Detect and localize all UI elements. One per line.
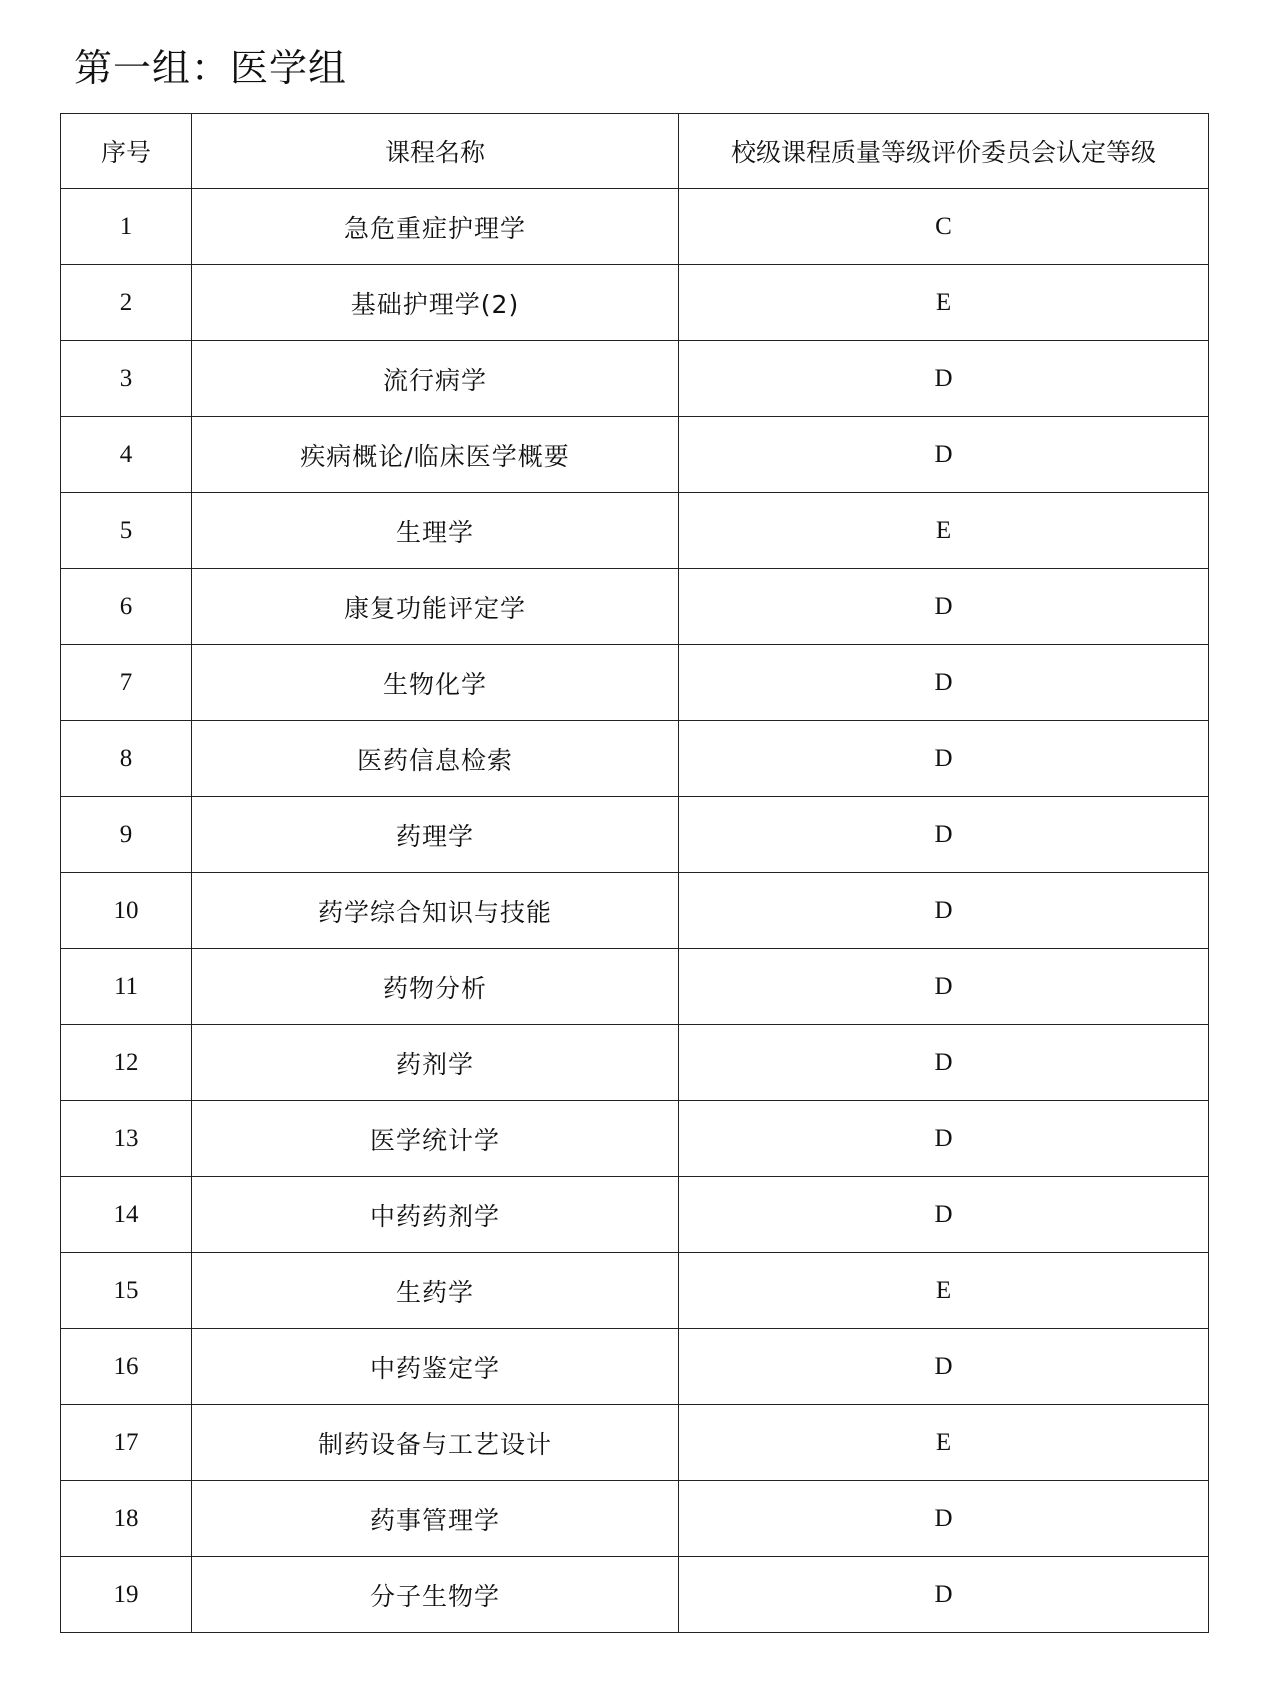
serial-number-cell: 14 xyxy=(61,1177,192,1253)
course-name-cell: 疾病概论/临床医学概要 xyxy=(192,417,679,493)
course-name-cell: 急危重症护理学 xyxy=(192,189,679,265)
course-name-cell: 药物分析 xyxy=(192,949,679,1025)
course-grade-table xyxy=(60,113,1209,1633)
serial-number-cell: 12 xyxy=(61,1025,192,1101)
serial-number-cell: 16 xyxy=(61,1329,192,1405)
course-name-cell: 分子生物学 xyxy=(192,1557,679,1633)
table-row xyxy=(61,493,1209,569)
serial-number-cell: 1 xyxy=(61,189,192,265)
table-row xyxy=(61,1101,1209,1177)
table-row xyxy=(61,1177,1209,1253)
course-name-cell: 医学统计学 xyxy=(192,1101,679,1177)
table-row xyxy=(61,797,1209,873)
table-row xyxy=(61,189,1209,265)
course-name-cell: 基础护理学(2) xyxy=(192,265,679,341)
serial-number-cell: 15 xyxy=(61,1253,192,1329)
grade-cell: D xyxy=(679,417,1209,493)
table-row xyxy=(61,721,1209,797)
course-name-cell: 药理学 xyxy=(192,797,679,873)
grade-cell: E xyxy=(679,265,1209,341)
table-row xyxy=(61,1025,1209,1101)
serial-number-cell: 13 xyxy=(61,1101,192,1177)
course-name-cell: 中药鉴定学 xyxy=(192,1329,679,1405)
serial-number-cell: 3 xyxy=(61,341,192,417)
grade-cell: D xyxy=(679,873,1209,949)
serial-number-cell: 2 xyxy=(61,265,192,341)
header-grade: 校级课程质量等级评价委员会认定等级 xyxy=(679,114,1209,189)
grade-cell: D xyxy=(679,797,1209,873)
course-name-cell: 制药设备与工艺设计 xyxy=(192,1405,679,1481)
table-header-row xyxy=(61,114,1209,189)
serial-number-cell: 6 xyxy=(61,569,192,645)
grade-cell: D xyxy=(679,1025,1209,1101)
serial-number-cell: 9 xyxy=(61,797,192,873)
grade-cell: D xyxy=(679,341,1209,417)
grade-cell: D xyxy=(679,1101,1209,1177)
serial-number-cell: 18 xyxy=(61,1481,192,1557)
serial-number-cell: 10 xyxy=(61,873,192,949)
table-row xyxy=(61,873,1209,949)
serial-number-cell: 7 xyxy=(61,645,192,721)
table-row xyxy=(61,1557,1209,1633)
grade-cell: D xyxy=(679,1481,1209,1557)
grade-cell: D xyxy=(679,1177,1209,1253)
course-name-cell: 中药药剂学 xyxy=(192,1177,679,1253)
serial-number-cell: 11 xyxy=(61,949,192,1025)
grade-cell: E xyxy=(679,493,1209,569)
course-name-cell: 生药学 xyxy=(192,1253,679,1329)
serial-number-cell: 8 xyxy=(61,721,192,797)
table-row xyxy=(61,1481,1209,1557)
serial-number-cell: 17 xyxy=(61,1405,192,1481)
table-row xyxy=(61,645,1209,721)
grade-cell: D xyxy=(679,721,1209,797)
table-row xyxy=(61,265,1209,341)
serial-number-cell: 19 xyxy=(61,1557,192,1633)
header-serial-number: 序号 xyxy=(61,114,192,189)
course-name-cell: 生物化学 xyxy=(192,645,679,721)
grade-cell: D xyxy=(679,949,1209,1025)
course-name-cell: 药学综合知识与技能 xyxy=(192,873,679,949)
grade-cell: D xyxy=(679,569,1209,645)
grade-cell: E xyxy=(679,1253,1209,1329)
course-name-cell: 康复功能评定学 xyxy=(192,569,679,645)
course-name-cell: 药剂学 xyxy=(192,1025,679,1101)
table-row xyxy=(61,1329,1209,1405)
page-title: 第一组：医学组 xyxy=(74,46,348,90)
grade-cell: C xyxy=(679,189,1209,265)
table-row xyxy=(61,569,1209,645)
serial-number-cell: 5 xyxy=(61,493,192,569)
course-name-cell: 生理学 xyxy=(192,493,679,569)
course-name-cell: 药事管理学 xyxy=(192,1481,679,1557)
grade-cell: E xyxy=(679,1405,1209,1481)
grade-cell: D xyxy=(679,1557,1209,1633)
header-course-name: 课程名称 xyxy=(192,114,679,189)
serial-number-cell: 4 xyxy=(61,417,192,493)
grade-cell: D xyxy=(679,1329,1209,1405)
table-row xyxy=(61,417,1209,493)
course-name-cell: 流行病学 xyxy=(192,341,679,417)
table-row xyxy=(61,1405,1209,1481)
grade-cell: D xyxy=(679,645,1209,721)
table-row xyxy=(61,1253,1209,1329)
table-row xyxy=(61,341,1209,417)
course-name-cell: 医药信息检索 xyxy=(192,721,679,797)
table-row xyxy=(61,949,1209,1025)
